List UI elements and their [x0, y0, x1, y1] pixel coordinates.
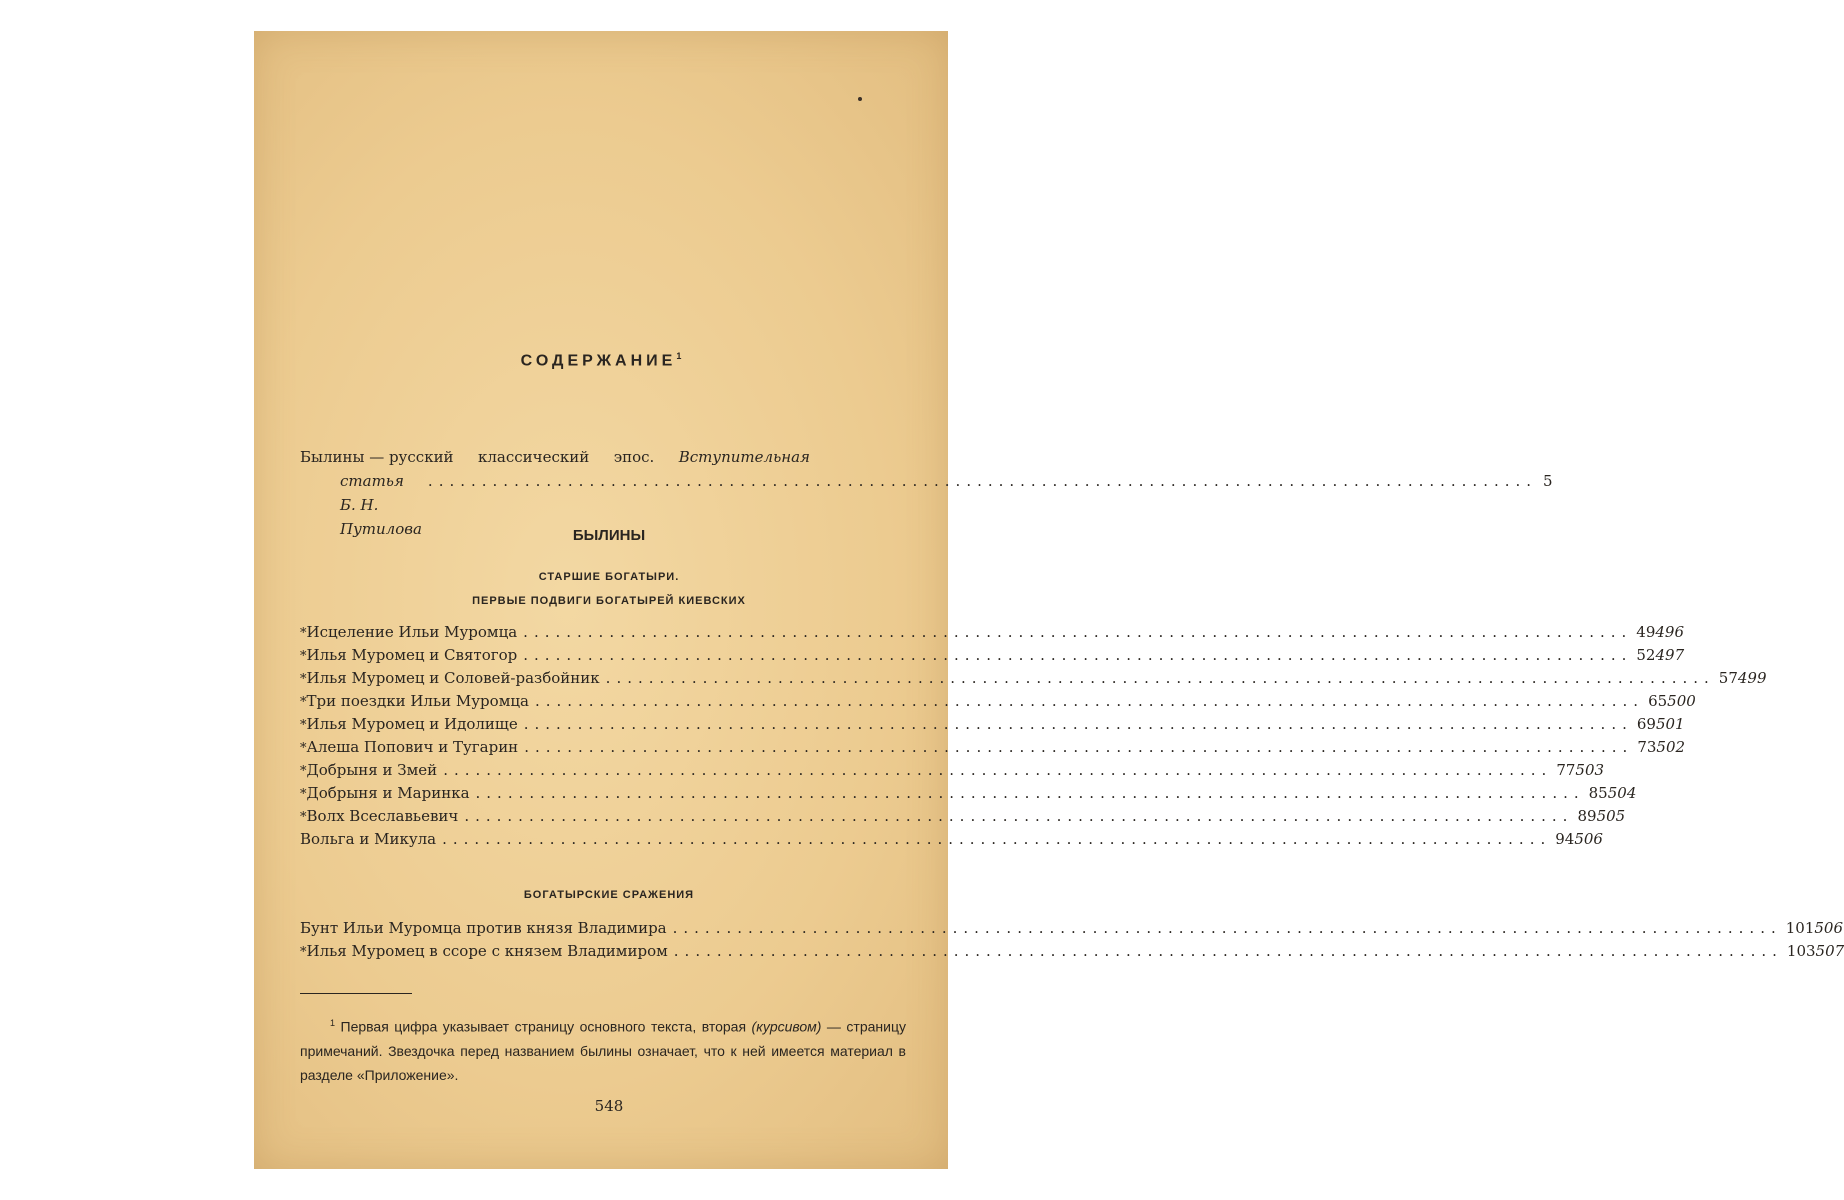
toc-note-page: 504 — [1607, 784, 1637, 802]
toc-page: 85 — [1588, 784, 1608, 802]
toc-note-page: 497 — [1655, 646, 1685, 664]
toc-page: 73 — [1637, 738, 1657, 756]
toc-title: Волх Всеславьевич — [306, 807, 459, 825]
intro-word: классический — [478, 448, 590, 466]
dot-leader: ....................................................................................................... — [673, 942, 1783, 960]
toc-title: Исцеление Ильи Муромца — [306, 623, 518, 641]
footnote-mark: 1 — [330, 1018, 336, 1028]
toc-note-page: 500 — [1667, 692, 1696, 710]
contents-heading-text: СОДЕРЖАНИЕ — [520, 352, 677, 370]
toc-page: 52 — [1636, 646, 1656, 664]
toc-title: Илья Муромец в ссоре с князем Владимиром — [306, 942, 668, 960]
dot-leader: ....................................................................................................... — [475, 784, 1585, 802]
toc-note-page: 506 — [1574, 830, 1603, 848]
dot-leader: ....................................................................................................... — [524, 738, 1634, 756]
dot-leader: ....................................................................................................... — [427, 472, 1538, 490]
toc-page: 94 — [1555, 830, 1575, 848]
intro-page: 5 — [1543, 472, 1553, 490]
star-mark: * — [300, 810, 307, 825]
toc-title: Добрыня и Змей — [306, 761, 438, 779]
toc-row[interactable] — [300, 919, 1844, 942]
toc-row[interactable] — [300, 784, 1637, 807]
footnote-text: Первая цифра указывает страницу основного текста, вторая — [340, 1018, 752, 1035]
toc-row[interactable] — [300, 692, 1696, 715]
intro-word: Былины — русский — [300, 448, 454, 466]
toc-page: 89 — [1577, 807, 1597, 825]
toc-note-page: 502 — [1656, 738, 1686, 756]
toc-row[interactable] — [300, 738, 1686, 761]
star-mark: * — [300, 945, 307, 960]
toc-title: Бунт Ильи Муромца против князя Владимира — [300, 919, 667, 937]
toc-list-1 — [300, 623, 1767, 853]
toc-row[interactable] — [300, 807, 1626, 830]
toc-row[interactable] — [300, 646, 1685, 669]
toc-title: Илья Муромец и Идолище — [306, 715, 518, 733]
subsection-title: СТАРШИЕ БОГАТЫРИ. — [538, 571, 680, 583]
toc-title: Вольга и Микула — [300, 830, 437, 848]
toc-note-page: 496 — [1655, 623, 1685, 641]
star-mark: * — [300, 672, 307, 687]
dot-leader: ....................................................................................................... — [605, 669, 1715, 687]
toc-row[interactable] — [300, 761, 1605, 784]
dot-leader: ....................................................................................................... — [523, 623, 1633, 641]
toc-row[interactable] — [300, 830, 1603, 853]
dot-leader: ....................................................................................................... — [523, 646, 1633, 664]
toc-note-page: 501 — [1655, 715, 1685, 733]
dot-leader: ....................................................................................................... — [464, 807, 1574, 825]
intro-word: эпос. — [613, 448, 655, 466]
dot-leader: ....................................................................................................... — [523, 715, 1633, 733]
toc-row[interactable] — [300, 942, 1844, 965]
toc-title: Илья Муромец и Соловей-разбойник — [306, 669, 600, 687]
toc-page: 69 — [1636, 715, 1656, 733]
heading-footnote-mark: 1 — [676, 351, 682, 361]
toc-note-page: 505 — [1596, 807, 1626, 825]
dot-leader: ....................................................................................................... — [534, 692, 1645, 710]
toc-page: 101 — [1785, 919, 1815, 937]
toc-page: 103 — [1786, 942, 1816, 960]
footnote-italic: (курсивом) — [751, 1018, 822, 1035]
star-mark: * — [300, 718, 307, 733]
subsection-title: БОГАТЫРСКИЕ СРАЖЕНИЯ — [523, 889, 695, 901]
star-mark: * — [300, 626, 307, 641]
toc-row[interactable] — [300, 669, 1767, 692]
star-mark: * — [300, 695, 307, 710]
intro-word: Вступительная — [678, 448, 810, 466]
book-page — [254, 31, 1844, 1169]
footnote — [300, 1011, 906, 1087]
page-number: 548 — [594, 1097, 624, 1115]
ink-speck — [858, 97, 862, 101]
toc-note-page: 503 — [1575, 761, 1605, 779]
toc-page: 57 — [1718, 669, 1738, 687]
dot-leader: ....................................................................................................... — [443, 761, 1553, 779]
contents-heading — [254, 351, 948, 370]
toc-row[interactable] — [300, 623, 1685, 646]
footnote-rule — [300, 993, 412, 994]
dot-leader: ....................................................................................................... — [672, 919, 1782, 937]
star-mark: * — [300, 649, 307, 664]
star-mark: * — [300, 764, 307, 779]
dot-leader: ....................................................................................................... — [442, 830, 1552, 848]
section-title-byliny: БЫЛИНЫ — [572, 527, 646, 544]
toc-page: 77 — [1556, 761, 1576, 779]
toc-note-page: 507 — [1815, 942, 1844, 960]
toc-page: 49 — [1636, 623, 1656, 641]
toc-title: Добрыня и Маринка — [306, 784, 470, 802]
intro-line-1 — [300, 445, 810, 469]
toc-title: Илья Муромец и Святогор — [306, 646, 518, 664]
toc-title: Алеша Попович и Тугарин — [306, 738, 519, 756]
subsection-title: ПЕРВЫЕ ПОДВИГИ БОГАТЫРЕЙ КИЕВСКИХ — [472, 595, 746, 607]
toc-row[interactable] — [300, 715, 1685, 738]
toc-note-page: 506 — [1814, 919, 1844, 937]
star-mark: * — [300, 741, 307, 756]
toc-page: 65 — [1648, 692, 1668, 710]
toc-list-2 — [300, 919, 1844, 965]
toc-note-page: 499 — [1737, 669, 1767, 687]
star-mark: * — [300, 787, 307, 802]
toc-title: Три поездки Ильи Муромца — [306, 692, 529, 710]
footnote-paragraph — [300, 1011, 906, 1087]
footnote-text: — страницу примечаний. Звездочка перед названием былины означает, что к ней имеется материал в разделе «Приложение». — [300, 1018, 906, 1083]
intro-author: статья Б. Н. Путилова — [340, 472, 422, 538]
